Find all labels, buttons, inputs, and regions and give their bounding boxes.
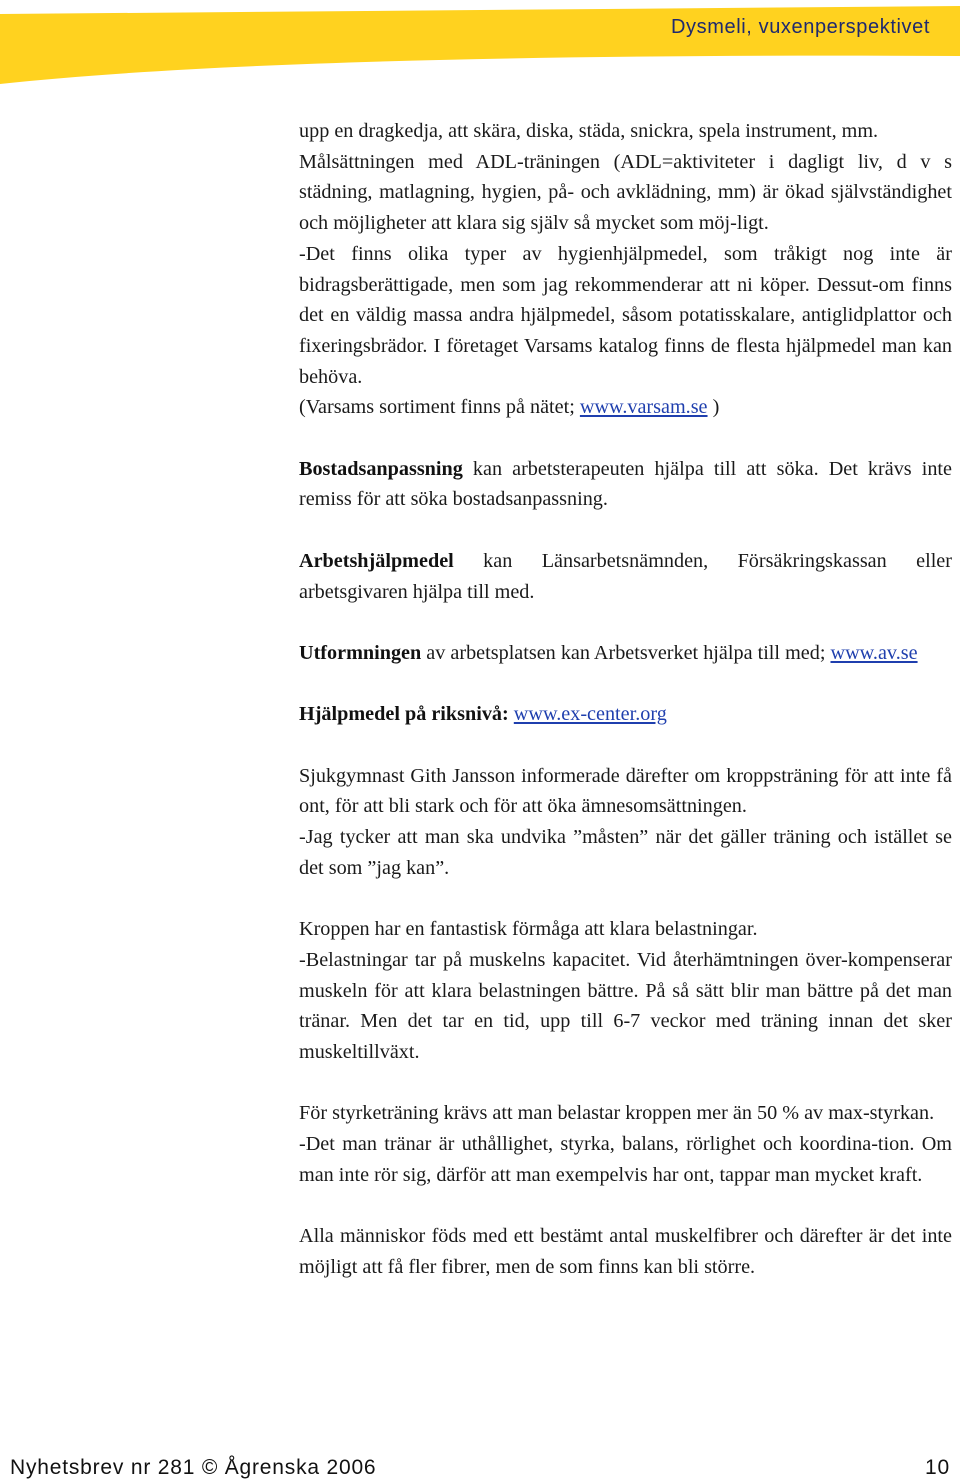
varsam-link[interactable]: www.varsam.se	[579, 396, 708, 419]
header-title: Dysmeli, vuxenperspektivet	[670, 16, 930, 38]
page-number: 10	[925, 1456, 950, 1479]
paragraph: -Belastningar tar på muskelns kapacitet. Vid återhämtningen över-kompenserar muskeln för att klara belastningen bättre. På så sätt blir man bättre på det man tränar. Men det tar en tid, upp till 6-7 veckor med träning innan det sker muskeltillväxt.	[299, 948, 952, 1063]
footer-issue: Nyhetsbrev nr 281 © Ågrenska 2006	[10, 1456, 377, 1479]
paragraph: -Det man tränar är uthållighet, styrka, balans, rörlighet och koordina-tion. Om man inte rör sig, därför att man exempelvis har ont, tappar man mycket kraft.	[299, 1133, 952, 1186]
av-link[interactable]: www.av.se	[830, 641, 918, 664]
text: (Varsams sortiment finns på nätet;	[299, 396, 580, 419]
ex-center-link[interactable]: www.ex-center.org	[513, 703, 667, 726]
paragraph: Kroppen har en fantastisk förmåga att klara belastningar.	[299, 918, 758, 941]
text: kan Länsarbetsnämnden, Försäkringskassan eller arbetsgivaren hjälpa till med.	[299, 549, 952, 603]
paragraph	[299, 699, 952, 730]
footer	[10, 1456, 950, 1484]
paragraph: upp en dragkedja, att skära, diska, städa, snickra, spela instrument, mm.	[299, 120, 879, 142]
paragraph: För styrketräning krävs att man belastar kroppen mer än 50 % av max-styrkan.	[299, 1102, 935, 1125]
bold-term: Utformningen	[299, 641, 422, 664]
bold-term: Arbetshjälpmedel	[299, 549, 454, 572]
paragraph	[299, 454, 952, 515]
paragraph: -Jag tycker att man ska undvika ”måsten” när det gäller träning och istället se det som ”jag kan”.	[299, 826, 952, 879]
article-body	[299, 116, 952, 1283]
header-band	[0, 0, 960, 84]
paragraph	[299, 546, 952, 607]
paragraph: Alla människor föds med ett bestämt antal muskelfibrer och därefter är det inte möjligt att få fler fibrer, men de som finns kan bli större.	[299, 1225, 952, 1278]
paragraph	[299, 392, 952, 423]
paragraph: Sjukgymnast Gith Jansson informerade därefter om kroppsträning för att inte få ont, för att bli stark och för att öka ämnesomsättningen.	[299, 764, 952, 818]
paragraph: -Det finns olika typer av hygienhjälpmedel, som tråkigt nog inte är bidragsberättigade, men som jag rekommenderar att ni köper. Dessut-om finns det en väldig massa andra hjälpmedel, såsom potatisskalare, antiglidplattor och fixeringsbrädor. I företaget Varsams katalog finns de flesta hjälpmedel man kan behöva.	[299, 242, 952, 388]
paragraph	[299, 638, 952, 669]
text: kan arbetsterapeuten hjälpa till att söka. Det krävs inte remiss för att söka bostadsanpassning.	[299, 457, 952, 511]
text: )	[707, 396, 720, 419]
text: av arbetsplatsen kan Arbetsverket hjälpa till med;	[421, 641, 831, 664]
paragraph: Målsättningen med ADL-träningen (ADL=aktiviteter i dagligt liv, d v s städning, matlagning, hygien, på- och avklädning, mm) är ökad självständighet och möjligheter att klara sig själv så mycket som möj-ligt.	[299, 150, 952, 235]
bold-term: Bostadsanpassning	[299, 457, 463, 480]
bold-term: Hjälpmedel på riksnivå:	[299, 703, 509, 726]
